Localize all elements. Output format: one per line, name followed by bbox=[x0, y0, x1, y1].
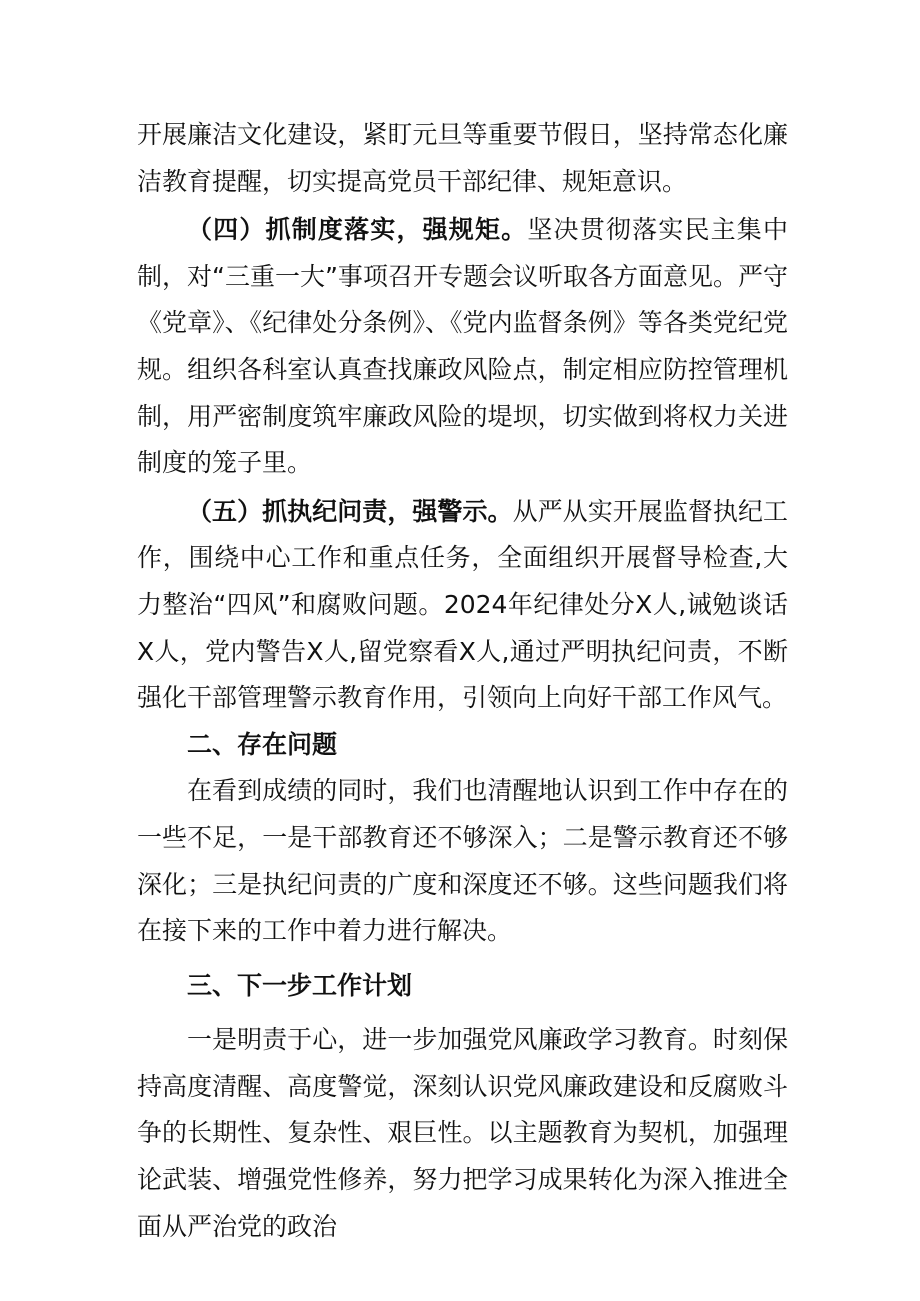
section-4-lead: （四）抓制度落实，强规矩。 bbox=[187, 215, 528, 245]
paragraph-continued: 开展廉洁文化建设，紧盯元旦等重要节假日，坚持常态化廉洁教育提醒，切实提高党员干部纪律、规矩意识。 bbox=[137, 120, 788, 196]
paragraph-problems: 在看到成绩的同时，我们也清醒地认识到工作中存在的一些不足，一是干部教育还不够深入；二是警示教育还不够深化；三是执纪问责的广度和深度还不够。这些问题我们将在接下来的工作中着力进行解决。 bbox=[137, 776, 788, 946]
paragraph-section-5 bbox=[137, 489, 788, 722]
heading-problems: 二、存在问题 bbox=[187, 729, 338, 759]
section-4-body: 坚决贯彻落实民主集中制，对“三重一大”事项召开专题会议听取各方面意见。严守《党章》、《纪律处分条例》、《党内监督条例》等各类党纪党规。组织各科室认真查找廉政风险点，制定相应防控管理机制，用严密制度筑牢廉政风险的堤坝，切实做到将权力关进制度的笼子里。 bbox=[137, 215, 788, 478]
heading-next-plan: 三、下一步工作计划 bbox=[187, 970, 413, 1000]
paragraph-plan: 一是明责于心，进一步加强党风廉政学习教育。时刻保持高度清醒、高度警觉，深刻认识党风廉政建设和反腐败斗争的长期性、复杂性、艰巨性。以主题教育为契机，加强理论武装、增强党性修养，努力把学习成果转化为深入推进全面从严治党的政治 bbox=[137, 1025, 788, 1241]
section-5-lead: （五）抓执纪问责，强警示。 bbox=[187, 496, 513, 526]
paragraph-section-4 bbox=[137, 207, 788, 487]
section-5-body: 从严从实开展监督执纪工作，围绕中心工作和重点任务，全面组织开展督导检查,大力整治“四风”和腐败问题。2024年纪律处分X人,诫勉谈话X人，党内警告X人,留党察看X人,通过严明执纪问责，不断强化干部管理警示教育作用，引领向上向好干部工作风气。 bbox=[137, 496, 788, 713]
